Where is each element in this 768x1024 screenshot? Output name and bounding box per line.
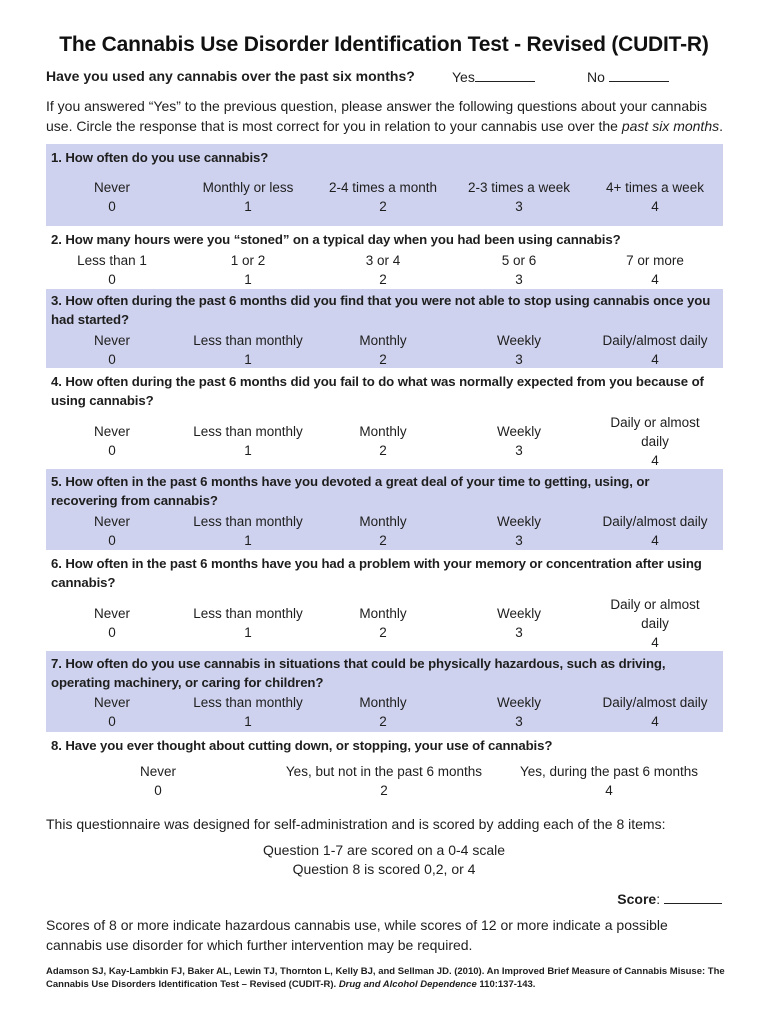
- question-3-option-4[interactable]: [444, 331, 594, 369]
- question-1-option-4[interactable]: [444, 178, 594, 216]
- option-label: Daily or almost daily: [610, 597, 700, 631]
- prelim-no-label: No: [587, 69, 605, 85]
- option-score: 4: [651, 199, 659, 214]
- question-6-option-4[interactable]: [444, 604, 594, 642]
- option-score: 4: [651, 714, 659, 729]
- option-score: 1: [244, 352, 252, 367]
- option-label: Never: [93, 695, 130, 710]
- option-label: 4+ times a week: [606, 180, 704, 195]
- question-7-option-2[interactable]: [173, 693, 323, 731]
- citation-authors: Adamson SJ, Kay-Lambkin FJ, Baker AL, Lewin TJ, Thornton L, Kelly BJ, and Sellman JD. (2010). An Improved Brief Measure of Cannabis Misuse: The Cannabis Use Disorders Identification Test – Revised (CUDIT-R).: [46, 966, 725, 990]
- option-label: Never: [93, 606, 130, 621]
- option-score: 2: [379, 533, 387, 548]
- option-label: Less than monthly: [193, 606, 303, 621]
- option-score: 4: [651, 635, 659, 650]
- option-score: 0: [108, 443, 116, 458]
- option-score: 0: [108, 625, 116, 640]
- option-score: 2: [379, 272, 387, 287]
- question-2-option-1[interactable]: [37, 251, 187, 289]
- question-3: [46, 289, 723, 368]
- option-label: Never: [93, 424, 130, 439]
- question-3-option-2[interactable]: [173, 331, 323, 369]
- question-5-option-4[interactable]: [444, 512, 594, 550]
- prelim-yes-label: Yes: [452, 69, 475, 85]
- option-score: 2: [379, 352, 387, 367]
- question-4-option-3[interactable]: [308, 422, 458, 460]
- question-2: [46, 228, 723, 288]
- question-3-option-5[interactable]: [580, 331, 730, 369]
- question-7-option-5[interactable]: [580, 693, 730, 731]
- question-7-option-3[interactable]: [308, 693, 458, 731]
- question-6-text: 6. How often in the past 6 months have you had a problem with your memory or concentration after using cannabis?: [51, 556, 702, 590]
- option-label: 1 or 2: [230, 253, 266, 268]
- option-label: Weekly: [496, 514, 541, 529]
- question-4: [46, 370, 723, 468]
- question-1-option-3[interactable]: [308, 178, 458, 216]
- scale-line-2: Question 8 is scored 0,2, or 4: [292, 861, 476, 877]
- question-1-option-1[interactable]: [37, 178, 187, 216]
- option-label: Weekly: [496, 695, 541, 710]
- option-score: 3: [515, 625, 523, 640]
- question-5-text: 5. How often in the past 6 months have you devoted a great deal of your time to getting, using, or recovering from cannabis?: [51, 474, 650, 508]
- question-8-option-2[interactable]: [269, 762, 499, 800]
- question-7: [46, 651, 723, 732]
- option-label: Yes, during the past 6 months: [519, 764, 699, 779]
- option-label: Monthly: [359, 695, 407, 710]
- question-6-option-3[interactable]: [308, 604, 458, 642]
- instructions-text: If you answered “Yes” to the previous question, please answer the following questions about your cannabis use. Circle the response that is most correct for you in relation to your cannabis use over the: [46, 98, 708, 134]
- option-score: 4: [651, 453, 659, 468]
- option-score: 2: [379, 714, 387, 729]
- option-label: Less than 1: [77, 253, 147, 268]
- option-score: 3: [515, 443, 523, 458]
- question-8-option-1[interactable]: [83, 762, 233, 800]
- option-score: 0: [154, 783, 162, 798]
- option-label: Weekly: [496, 333, 541, 348]
- option-score: 1: [244, 272, 252, 287]
- option-label: Monthly or less: [202, 180, 294, 195]
- option-score: 2: [379, 625, 387, 640]
- option-label: Never: [93, 514, 130, 529]
- option-score: 3: [515, 714, 523, 729]
- option-label: Weekly: [496, 606, 541, 621]
- score-blank[interactable]: [664, 890, 722, 904]
- option-score: 0: [108, 714, 116, 729]
- option-label: Daily/almost daily: [602, 333, 708, 348]
- question-2-option-2[interactable]: [173, 251, 323, 289]
- citation: [46, 965, 726, 991]
- option-score: 4: [651, 272, 659, 287]
- option-label: Weekly: [496, 424, 541, 439]
- question-5-option-1[interactable]: [37, 512, 187, 550]
- question-1-text: 1. How often do you use cannabis?: [51, 150, 269, 165]
- question-3-text: 3. How often during the past 6 months did you find that you were not able to stop using cannabis once you had started?: [51, 293, 711, 327]
- question-6-option-2[interactable]: [173, 604, 323, 642]
- option-label: Less than monthly: [193, 333, 303, 348]
- option-label: Monthly: [359, 424, 407, 439]
- question-4-option-4[interactable]: [444, 422, 594, 460]
- instructions: [46, 96, 726, 136]
- option-label: Never: [139, 764, 176, 779]
- question-5: [46, 469, 723, 550]
- question-6-option-5[interactable]: [595, 595, 715, 652]
- option-score: 1: [244, 199, 252, 214]
- question-2-text: 2. How many hours were you “stoned” on a typical day when you had been using cannabis?: [51, 232, 621, 247]
- option-score: 3: [515, 352, 523, 367]
- option-label: 3 or 4: [365, 253, 401, 268]
- question-8-text: 8. Have you ever thought about cutting down, or stopping, your use of cannabis?: [51, 738, 553, 753]
- option-label: Less than monthly: [193, 695, 303, 710]
- question-1: [46, 144, 723, 226]
- prelim-yes: [452, 68, 535, 85]
- question-5-option-2[interactable]: [173, 512, 323, 550]
- question-8: [46, 734, 723, 804]
- option-label: Less than monthly: [193, 514, 303, 529]
- option-score: 2: [380, 783, 388, 798]
- option-score: 1: [244, 533, 252, 548]
- option-label: 7 or more: [626, 253, 684, 268]
- option-score: 4: [651, 533, 659, 548]
- option-score: 4: [605, 783, 613, 798]
- option-score: 2: [379, 443, 387, 458]
- option-label: Monthly: [359, 514, 407, 529]
- prelim-no-blank[interactable]: [609, 68, 669, 82]
- option-label: Monthly: [359, 606, 407, 621]
- option-score: 4: [651, 352, 659, 367]
- option-label: 2-4 times a month: [328, 180, 438, 195]
- page-title: The Cannabis Use Disorder Identification Test - Revised (CUDIT-R): [59, 33, 709, 56]
- question-4-option-2[interactable]: [173, 422, 323, 460]
- score-label: Score: [617, 891, 657, 907]
- question-8-option-3[interactable]: [499, 762, 719, 800]
- prelim-no: [587, 68, 669, 85]
- citation-journal: Drug and Alcohol Dependence: [338, 979, 477, 990]
- question-4-option-1[interactable]: [37, 422, 187, 460]
- design-note: This questionnaire was designed for self-administration and is scored by adding each of the 8 items:: [46, 816, 666, 832]
- question-4-text: 4. How often during the past 6 months did you fail to do what was normally expected from you because of using cannabis?: [51, 374, 704, 408]
- option-label: Daily or almost daily: [610, 415, 700, 449]
- question-7-text: 7. How often do you use cannabis in situations that could be physically hazardous, such as driving, operating machinery, or caring for children?: [51, 656, 666, 690]
- question-1-option-2[interactable]: [173, 178, 323, 216]
- option-score: 0: [108, 352, 116, 367]
- scale-line-1: Question 1-7 are scored on a 0-4 scale: [262, 842, 506, 858]
- instructions-emphasis: past six months: [621, 118, 720, 134]
- option-label: Never: [93, 180, 130, 195]
- option-score: 1: [244, 625, 252, 640]
- interpretation: Scores of 8 or more indicate hazardous cannabis use, while scores of 12 or more indicate a possible cannabis use disorder for which further intervention may be required.: [46, 917, 668, 953]
- option-label: 2-3 times a week: [467, 180, 571, 195]
- option-score: 0: [108, 272, 116, 287]
- question-7-option-1[interactable]: [37, 693, 187, 731]
- prelim-question: Have you used any cannabis over the past six months?: [46, 68, 415, 84]
- option-score: 1: [244, 714, 252, 729]
- option-score: 3: [515, 199, 523, 214]
- question-2-option-5[interactable]: [580, 251, 730, 289]
- option-score: 1: [244, 443, 252, 458]
- option-label: Monthly: [359, 333, 407, 348]
- question-5-option-5[interactable]: [580, 512, 730, 550]
- instructions-end: .: [719, 118, 723, 134]
- option-label: Never: [93, 333, 130, 348]
- question-5-option-3[interactable]: [308, 512, 458, 550]
- citation-volume: 110:137-143.: [476, 979, 536, 990]
- question-6: [46, 552, 723, 650]
- question-3-option-1[interactable]: [37, 331, 187, 369]
- option-label: 5 or 6: [501, 253, 537, 268]
- score-field: Score:: [617, 890, 722, 907]
- question-2-option-3[interactable]: [308, 251, 458, 289]
- question-3-option-3[interactable]: [308, 331, 458, 369]
- option-score: 3: [515, 533, 523, 548]
- option-score: 0: [108, 199, 116, 214]
- option-score: 0: [108, 533, 116, 548]
- prelim-yes-blank[interactable]: [475, 68, 535, 82]
- option-score: 2: [379, 199, 387, 214]
- option-score: 3: [515, 272, 523, 287]
- option-label: Less than monthly: [193, 424, 303, 439]
- question-2-option-4[interactable]: [444, 251, 594, 289]
- option-label: Yes, but not in the past 6 months: [285, 764, 483, 779]
- question-7-option-4[interactable]: [444, 693, 594, 731]
- question-4-option-5[interactable]: [595, 413, 715, 470]
- question-1-option-5[interactable]: [580, 178, 730, 216]
- option-label: Daily/almost daily: [602, 514, 708, 529]
- option-label: Daily/almost daily: [602, 695, 708, 710]
- question-6-option-1[interactable]: [37, 604, 187, 642]
